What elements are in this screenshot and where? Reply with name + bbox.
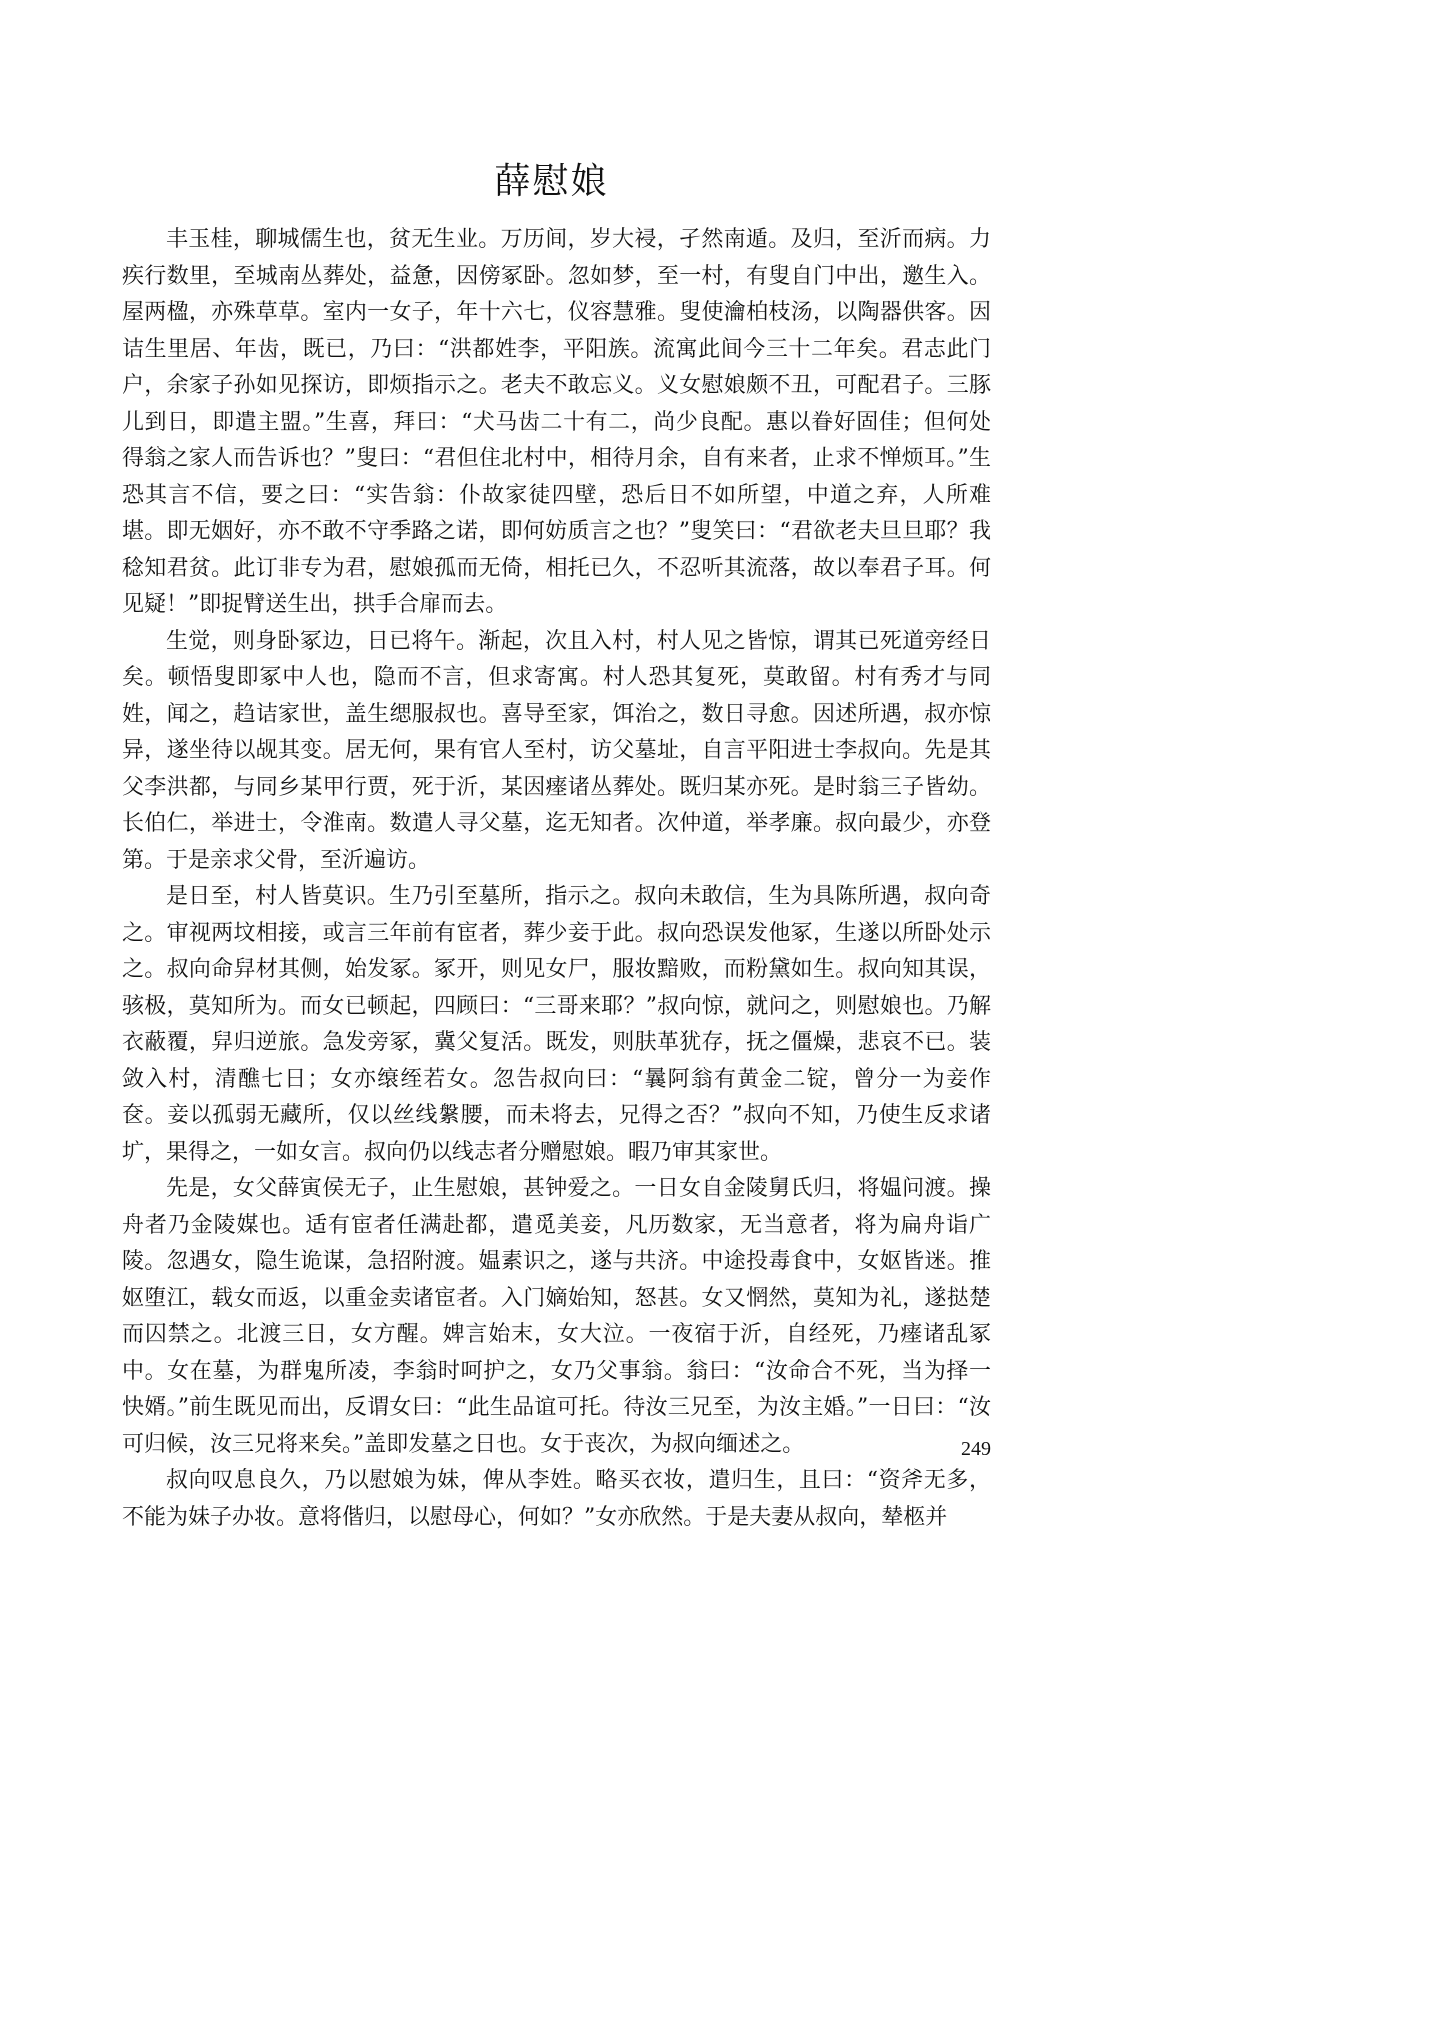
page-number: 249 [961, 1438, 991, 1460]
paragraph-5: 叔向叹息良久，乃以慰娘为妹，俾从李姓。略买衣妆，遣归生，且曰：“资斧无多，不能为妹子办妆。意将偕归，以慰母心，何如？”女亦欣然。于是夫妻从叔向，辇柩并 [122, 1468, 991, 1530]
paragraph-1: 丰玉桂，聊城儒生也，贫无生业。万历间，岁大祲，孑然南遁。及归，至沂而病。力疾行数里，至城南丛葬处，益惫，因傍冢卧。忽如梦，至一村，有叟自门中出，邀生入。屋两楹，亦殊草草。室内一女子，年十六七，仪容慧雅。叟使瀹柏枝汤，以陶器供客。因诘生里居、年齿，既已，乃曰：“洪都姓李，平阳族。流寓此间今三十二年矣。君志此门户，余家子孙如见探访，即烦指示之。老夫不敢忘义。义女慰娘颇不丑，可配君子。三豚儿到日，即遣主盟。”生喜，拜曰：“犬马齿二十有二，尚少良配。惠以眷好固佳；但何处得翁之家人而告诉也？”叟曰：“君但住北村中，相待月余，自有来者，止求不惮烦耳。”生恐其言不信，要之曰：“实告翁：仆故家徒四壁，恐后日不如所望，中道之弃，人所难堪。即无姻好，亦不敢不守季路之诺，即何妨质言之也？”叟笑曰：“君欲老夫旦旦耶？我稔知君贫。此订非专为君，慰娘孤而无倚，相托已久，不忍听其流落，故以奉君子耳。何见疑！”即捉臂送生出，拱手合扉而去。 [122, 227, 991, 617]
paragraph-2: 生觉，则身卧冢边，日已将午。渐起，次且入村，村人见之皆惊，谓其已死道旁经日矣。顿悟叟即冢中人也，隐而不言，但求寄寓。村人恐其复死，莫敢留。村有秀才与同姓，闻之，趋诘家世，盖生缌服叔也。喜导至家，饵治之，数日寻愈。因述所遇，叔亦惊异，遂坐待以觇其变。居无何，果有官人至村，访父墓址，自言平阳进士李叔向。先是其父李洪都，与同乡某甲行贾，死于沂，某因瘗诸丛葬处。既归某亦死。是时翁三子皆幼。长伯仁，举进士，令淮南。数遣人寻父墓，迄无知者。次仲道，举孝廉。叔向最少，亦登第。于是亲求父骨，至沂遍访。 [122, 628, 991, 873]
paragraph-3: 是日至，村人皆莫识。生乃引至墓所，指示之。叔向未敢信，生为具陈所遇，叔向奇之。审视两坟相接，或言三年前有宦者，葬少妾于此。叔向恐误发他冢，生遂以所卧处示之。叔向命舁材其侧，始发冢。冢开，则见女尸，服妆黯败，而粉黛如生。叔向知其误，骇极，莫知所为。而女已顿起，四顾曰：“三哥来耶？”叔向惊，就问之，则慰娘也。乃解衣蔽覆，舁归逆旅。急发旁冢，冀父复活。既发，则肤革犹存，抚之僵燥，悲哀不已。装敛入村，清醮七日；女亦缞绖若女。忽告叔向曰：“曩阿翁有黄金二锭，曾分一为妾作奁。妾以孤弱无藏所，仅以丝线縏腰，而未将去，兄得之否？”叔向不知，乃使生反求诸圹，果得之，一如女言。叔向仍以线志者分赠慰娘。暇乃审其家世。 [122, 884, 991, 1165]
paragraph-4: 先是，女父薛寅侯无子，止生慰娘，甚钟爱之。一日女自金陵舅氏归，将媪问渡。操舟者乃金陵媒也。适有宦者任满赴都，遣觅美妾，凡历数家，无当意者，将为扁舟诣广陵。忽遇女，隐生诡谋，急招附渡。媪素识之，遂与共济。中途投毒食中，女妪皆迷。推妪堕江，载女而返，以重金卖诸宦者。入门嫡始知，怒甚。女又惘然，莫知为礼，遂挞楚而囚禁之。北渡三日，女方醒。婢言始末，女大泣。一夜宿于沂，自经死，乃瘗诸乱冢中。女在墓，为群鬼所凌，李翁时呵护之，女乃父事翁。翁曰：“汝命合不死，当为择一快婿。”前生既见而出，反谓女曰：“此生品谊可托。待汝三兄至，为汝主婚。”一日曰：“汝可归候，汝三兄将来矣。”盖即发墓之日也。女于丧次，为叔向缅述之。 [122, 1176, 991, 1457]
body-text [122, 222, 991, 1536]
page-title: 薛慰娘 [494, 161, 609, 203]
